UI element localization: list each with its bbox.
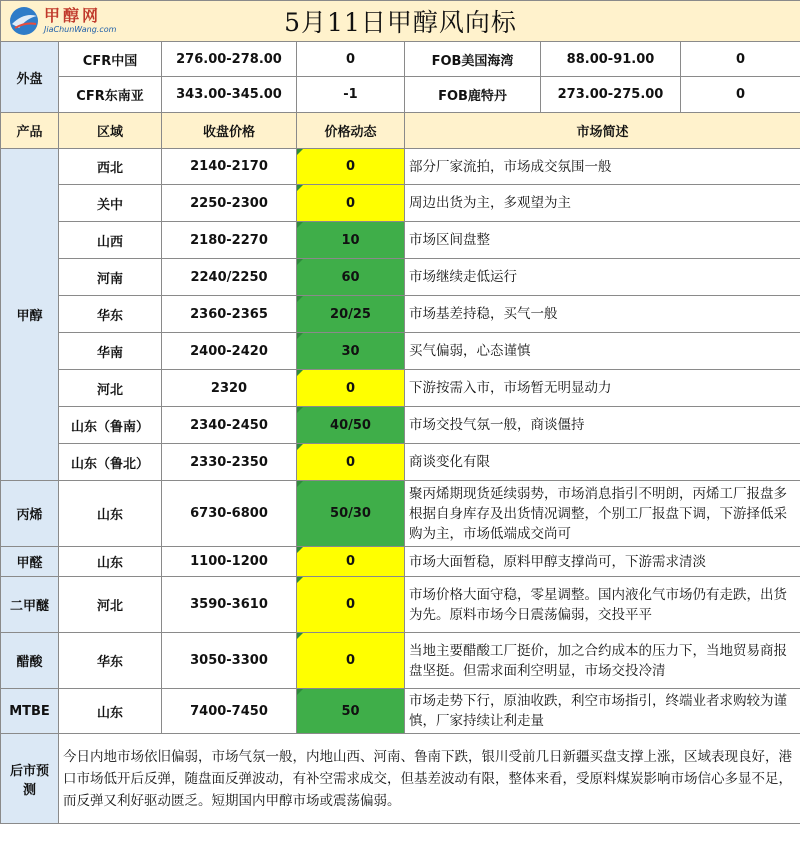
ext-name: CFR东南亚 [59,77,162,113]
table-row [1,296,800,333]
table-row [1,149,800,185]
external-row [1,77,800,113]
change-cell: 0 [297,370,405,407]
table-row [1,185,800,222]
header-change: 价格动态 [297,113,405,149]
table-row [1,259,800,296]
price-cell: 3050-3300 [162,633,297,689]
product-label: MTBE [1,689,59,734]
column-header-row [1,113,800,149]
product-label: 二甲醚 [1,577,59,633]
desc-cell: 市场基差持稳，买气一般 [405,296,800,333]
change-cell: 0 [297,577,405,633]
forecast-row [1,734,800,824]
desc-cell: 部分厂家流拍，市场成交氛围一般 [405,149,800,185]
price-cell: 2180-2270 [162,222,297,259]
logo-domain: JiaChunWang.com [44,25,117,34]
table-row [1,370,800,407]
region-cell: 山东 [59,481,162,547]
table-row [1,333,800,370]
desc-cell: 市场大面暂稳，原料甲醇支撑尚可，下游需求清淡 [405,547,800,577]
change-cell: 0 [297,185,405,222]
table-row [1,547,800,577]
desc-cell: 市场继续走低运行 [405,259,800,296]
price-cell: 2240/2250 [162,259,297,296]
change-cell: 40/50 [297,407,405,444]
product-label: 丙烯 [1,481,59,547]
desc-cell: 市场价格大面守稳，零星调整。国内液化气市场仍有走跌，出货为先。原料市场今日震荡偏弱，交投平平 [405,577,800,633]
region-cell: 河北 [59,577,162,633]
change-cell: 20/25 [297,296,405,333]
price-cell: 2140-2170 [162,149,297,185]
ext-change: 0 [681,77,800,113]
forecast-label: 后市预测 [1,734,59,824]
region-cell: 山西 [59,222,162,259]
desc-cell: 商谈变化有限 [405,444,800,481]
table-row [1,222,800,259]
change-cell: 0 [297,633,405,689]
region-cell: 山东 [59,689,162,734]
price-cell: 3590-3610 [162,577,297,633]
ext-name: CFR中国 [59,42,162,77]
change-cell: 50/30 [297,481,405,547]
price-cell: 2250-2300 [162,185,297,222]
desc-cell: 聚丙烯期现货延续弱势，市场消息指引不明朗，丙烯工厂报盘多根据自身库存及出货情况调整，个别工厂报盘下调，下游择低采购为主，市场低端成交尚可 [405,481,800,547]
region-cell: 山东 [59,547,162,577]
header-price: 收盘价格 [162,113,297,149]
ext-price: 88.00-91.00 [541,42,681,77]
product-label: 甲醛 [1,547,59,577]
table-row [1,633,800,689]
external-label: 外盘 [1,42,59,113]
forecast-text: 今日内地市场依旧偏弱，市场气氛一般，内地山西、河南、鲁南下跌，银川受前几日新疆买盘支撑上涨，区域表现良好，港口市场低开后反弹，随盘面反弹波动，有补空需求成交，但基差波动有限，整体来看，受原料煤炭影响市场信心多显不足，而反弹又利好驱动匮乏。短期国内甲醇市场或震荡偏弱。 [59,734,800,824]
price-cell: 6730-6800 [162,481,297,547]
globe-logo-icon [7,4,41,38]
change-cell: 60 [297,259,405,296]
price-cell: 1100-1200 [162,547,297,577]
page-title: 5月11日甲醇风向标 [284,8,517,37]
desc-cell: 市场区间盘整 [405,222,800,259]
desc-cell: 当地主要醋酸工厂挺价，加之合约成本的压力下，当地贸易商报盘坚挺。但需求面利空明显，市场交投冷清 [405,633,800,689]
change-cell: 0 [297,444,405,481]
region-cell: 河南 [59,259,162,296]
title-row [1,1,800,42]
header-region: 区域 [59,113,162,149]
desc-cell: 市场走势下行，原油收跌，利空市场指引，终端业者求购较为谨慎，厂家持续让利走量 [405,689,800,734]
price-cell: 2330-2350 [162,444,297,481]
ext-change: -1 [297,77,405,113]
table-row [1,481,800,547]
price-cell: 7400-7450 [162,689,297,734]
ext-name: FOB鹿特丹 [405,77,541,113]
price-cell: 2360-2365 [162,296,297,333]
change-cell: 10 [297,222,405,259]
ext-change: 0 [681,42,800,77]
region-cell: 山东（鲁南） [59,407,162,444]
change-cell: 50 [297,689,405,734]
table-row [1,689,800,734]
change-cell: 0 [297,149,405,185]
ext-change: 0 [297,42,405,77]
change-cell: 30 [297,333,405,370]
header-product: 产品 [1,113,59,149]
ext-price: 343.00-345.00 [162,77,297,113]
title-cell [1,1,800,42]
price-cell: 2320 [162,370,297,407]
region-cell: 关中 [59,185,162,222]
external-row [1,42,800,77]
site-logo[interactable] [7,3,116,39]
table-row [1,444,800,481]
region-cell: 华东 [59,633,162,689]
region-cell: 河北 [59,370,162,407]
change-cell: 0 [297,547,405,577]
desc-cell: 下游按需入市，市场暂无明显动力 [405,370,800,407]
region-cell: 华东 [59,296,162,333]
ext-price: 276.00-278.00 [162,42,297,77]
region-cell: 西北 [59,149,162,185]
price-cell: 2340-2450 [162,407,297,444]
table-row [1,407,800,444]
desc-cell: 市场交投气氛一般，商谈僵持 [405,407,800,444]
region-cell: 山东（鲁北） [59,444,162,481]
desc-cell: 周边出货为主，多观望为主 [405,185,800,222]
price-cell: 2400-2420 [162,333,297,370]
table-row [1,577,800,633]
region-cell: 华南 [59,333,162,370]
ext-price: 273.00-275.00 [541,77,681,113]
product-label: 甲醇 [1,149,59,481]
logo-name: 甲醇网 [44,6,102,25]
product-label: 醋酸 [1,633,59,689]
ext-name: FOB美国海湾 [405,42,541,77]
header-desc: 市场简述 [405,113,800,149]
desc-cell: 买气偏弱，心态谨慎 [405,333,800,370]
